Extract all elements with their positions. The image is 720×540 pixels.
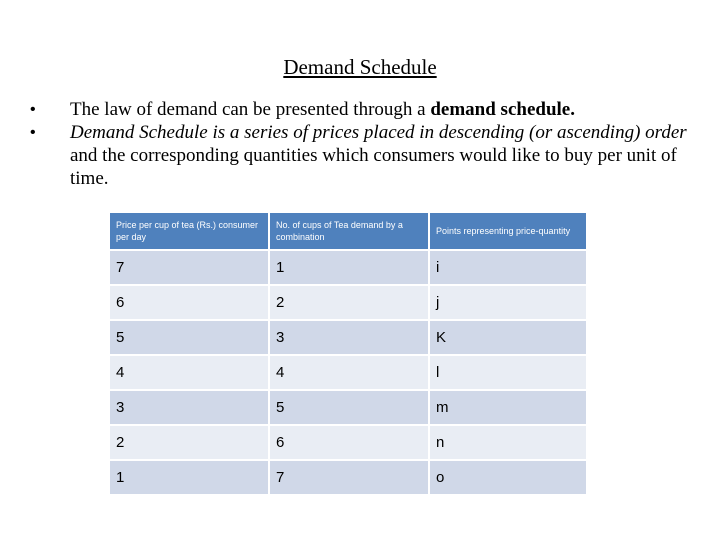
price-cell: 6 (109, 285, 269, 320)
point-cell: m (429, 390, 587, 425)
column-header-quantity: No. of cups of Tea demand by a combination (269, 212, 429, 250)
point-cell: j (429, 285, 587, 320)
price-cell: 1 (109, 460, 269, 495)
quantity-cell: 1 (269, 250, 429, 285)
price-cell: 4 (109, 355, 269, 390)
demand-schedule-table (108, 211, 588, 496)
column-header-price: Price per cup of tea (Rs.) consumer per day (109, 212, 269, 250)
quantity-cell: 6 (269, 425, 429, 460)
quantity-cell: 7 (269, 460, 429, 495)
column-header-points: Points representing price-quantity (429, 212, 587, 250)
bullet-text-plain: The law of demand can be presented through a (70, 99, 431, 120)
quantity-cell: 5 (269, 390, 429, 425)
bullet-text-bold: demand schedule. (430, 99, 575, 120)
table-row (109, 460, 587, 495)
point-cell: i (429, 250, 587, 285)
bullet-item-definition (30, 121, 690, 190)
table-row (109, 355, 587, 390)
bullet-text-plain: and the corresponding quantities which consumers would like to buy per unit of time. (70, 145, 677, 189)
bullet-list (30, 98, 690, 190)
quantity-cell: 3 (269, 320, 429, 355)
table-row (109, 250, 587, 285)
page-title: Demand Schedule (283, 55, 437, 79)
point-cell: o (429, 460, 587, 495)
point-cell: K (429, 320, 587, 355)
bullet-text (70, 121, 690, 190)
bullet-text-italic: Demand Schedule is a series of prices placed in descending (or ascending) order (70, 122, 687, 143)
table-row (109, 390, 587, 425)
quantity-cell: 2 (269, 285, 429, 320)
bullet-marker: • (30, 124, 36, 141)
table-row (109, 320, 587, 355)
quantity-cell: 4 (269, 355, 429, 390)
table-row (109, 285, 587, 320)
bullet-text (70, 98, 690, 121)
bullet-item-law-of-demand (30, 98, 690, 121)
table-row (109, 425, 587, 460)
point-cell: n (429, 425, 587, 460)
table-header-row (109, 212, 587, 250)
price-cell: 5 (109, 320, 269, 355)
bullet-marker: • (30, 101, 36, 118)
price-cell: 2 (109, 425, 269, 460)
price-cell: 3 (109, 390, 269, 425)
point-cell: l (429, 355, 587, 390)
price-cell: 7 (109, 250, 269, 285)
